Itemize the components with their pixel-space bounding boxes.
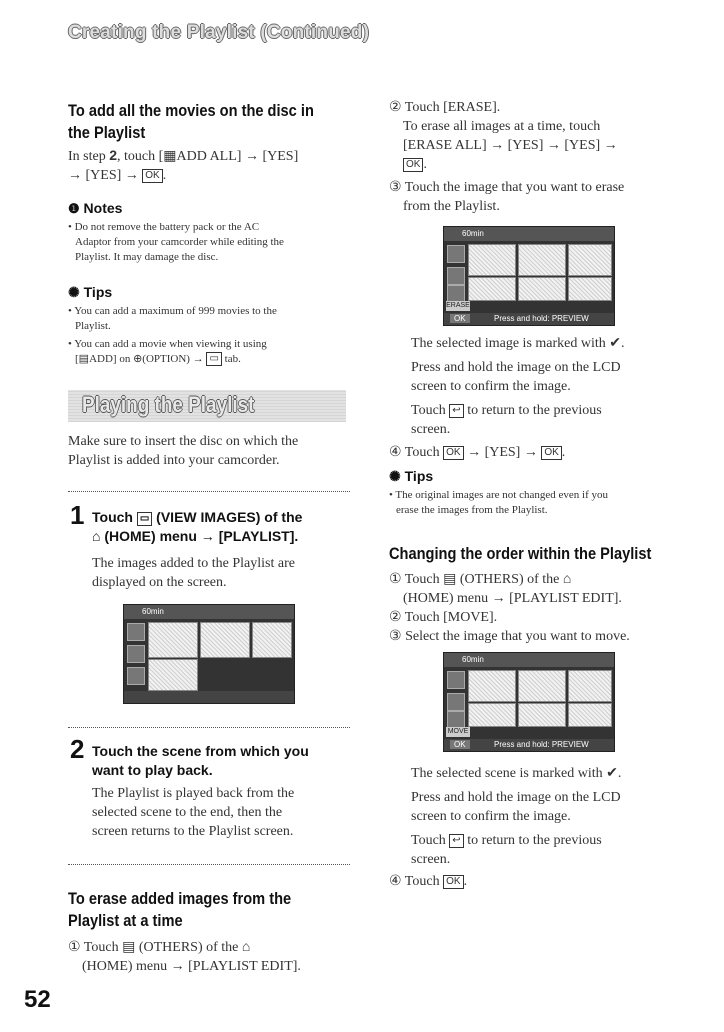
screen-bottombar — [444, 313, 614, 325]
change-order-heading: Changing the order within the Playlist — [389, 544, 652, 563]
thumbnail — [252, 622, 292, 658]
arrow-icon: → — [244, 149, 259, 164]
text: tab. — [221, 353, 241, 365]
time-label: 60min — [462, 655, 484, 664]
screen-preview-label: Press and hold: PREVIEW — [494, 740, 589, 749]
text: screen returns to the Playlist screen. — [92, 824, 294, 839]
tips-section — [68, 284, 277, 367]
tip-line: Playlist. — [75, 320, 111, 332]
ok-button-icon: OK — [403, 158, 423, 172]
text: screen to confirm the image. — [411, 809, 571, 824]
text: Touch [ERASE]. — [401, 100, 501, 115]
intro-text — [68, 432, 298, 470]
text: ADD ALL] — [176, 149, 245, 164]
text: The Playlist is played back from the — [92, 786, 295, 801]
screen-preview-label: Press and hold: PREVIEW — [494, 314, 589, 323]
thumbnail — [468, 277, 516, 301]
thumbnail — [468, 703, 516, 727]
tip-line: • You can add a movie when viewing it using — [68, 338, 267, 350]
text: screen. — [411, 422, 451, 437]
step-circle: ① — [68, 939, 81, 955]
thumbnail — [518, 277, 566, 301]
text: want to play back. — [92, 762, 213, 778]
erase-step2: ② Touch [ERASE]. To erase all images at a time, touch [ERASE ALL] → [YES] → [YES] → OK . — [389, 98, 689, 174]
text: [ — [75, 353, 79, 365]
move-label: MOVE — [447, 728, 469, 735]
text: to return to the previous — [463, 403, 602, 418]
ok-button-icon: OK — [541, 446, 561, 460]
text: Playlist is added into your camcorder. — [68, 453, 280, 468]
text: screen to confirm the image. — [411, 379, 571, 394]
step1-instruction: Touch ▭ (VIEW IMAGES) of the ⌂ (HOME) menu → [PLAYLIST]. — [92, 509, 303, 544]
step2-instruction — [92, 742, 362, 780]
text: Touch — [401, 445, 444, 460]
add-all-heading-2: the Playlist — [68, 123, 146, 142]
step-number: 1 — [70, 500, 85, 530]
home-icon: ⌂ — [562, 572, 572, 587]
erase-section — [68, 888, 327, 932]
thumbnail — [568, 244, 612, 276]
step-circle: ④ — [389, 873, 402, 889]
change-order-steps: ① Touch ▤ (OTHERS) of the ⌂ (HOME) menu → [PLAYLIST EDIT]. ② Touch [MOVE]. ③ Select the image that you want to move. — [389, 570, 689, 646]
erase-step4: ④ Touch OK → [YES] → OK . — [389, 444, 566, 460]
text: (HOME) menu → [PLAYLIST EDIT]. — [403, 591, 622, 606]
screen-ok-button: OK — [450, 740, 470, 749]
time-label: 60min — [462, 229, 484, 238]
screen-topbar — [124, 605, 294, 619]
tip-line: • You can add a maximum of 999 movies to the — [68, 305, 277, 317]
right-tips-section — [389, 468, 608, 518]
erase-label: ERASE — [446, 302, 470, 309]
return-icon: ↩ — [449, 834, 463, 848]
text: [YES] — [258, 149, 299, 164]
ok-button-icon: OK — [443, 875, 463, 889]
checkmark-icon: ✔ — [609, 336, 621, 351]
erase-heading-1: To erase added images from the — [68, 889, 292, 908]
text: Touch the scene from which you — [92, 743, 309, 759]
text: The selected scene is marked with — [411, 766, 607, 781]
step-circle: ① — [389, 571, 402, 587]
text: → [YES] → — [463, 445, 542, 460]
text: to return to the previous — [463, 833, 602, 848]
notes-heading: Notes — [83, 200, 123, 216]
arrow-icon: → — [68, 168, 82, 183]
text: (HOME) menu → [PLAYLIST]. — [104, 528, 299, 544]
step-circle: ③ — [389, 179, 402, 195]
thumbnail — [468, 670, 516, 702]
step-number: 2 — [70, 734, 85, 764]
text: The images added to the Playlist are — [92, 556, 295, 571]
note-line: • Do not remove the battery pack or the AC — [68, 221, 260, 233]
return-icon: ↩ — [449, 404, 463, 418]
side-button — [447, 693, 465, 711]
step1-description — [92, 554, 295, 592]
erase-heading-2: Playlist at a time — [68, 911, 183, 930]
arrow-icon: → — [124, 168, 139, 183]
thumbnail — [518, 703, 566, 727]
text: Make sure to insert the disc on which the — [68, 434, 299, 449]
step-circle: ② — [389, 99, 402, 115]
others-icon: ▤ — [443, 572, 457, 587]
text: Touch the image that you want to erase — [401, 180, 625, 195]
text: ADD] on — [89, 353, 134, 365]
divider — [68, 727, 350, 728]
add-all-icon: ▦ — [163, 149, 177, 164]
thumbnail — [468, 244, 516, 276]
tips-icon: ✺ — [389, 468, 401, 484]
time-label: 60min — [142, 607, 164, 616]
text: selected scene to the end, then the — [92, 805, 283, 820]
divider — [68, 491, 350, 492]
side-button — [447, 267, 465, 285]
ok-button-icon: OK — [142, 169, 162, 183]
checkmark-icon: ✔ — [606, 766, 618, 781]
text: (HOME) menu → [PLAYLIST EDIT]. — [82, 959, 301, 974]
side-button — [447, 671, 465, 689]
lcd-screen-playlist — [123, 604, 295, 704]
screen-bottombar — [444, 739, 614, 751]
lcd-screen-move — [443, 652, 615, 752]
option-icon: ⊕ — [133, 353, 143, 365]
tips-heading: Tips — [83, 284, 113, 300]
screen-topbar — [444, 227, 614, 241]
text: Press and hold the image on the LCD — [411, 360, 621, 375]
lcd-screen-erase — [443, 226, 615, 326]
add-all-text: In step 2, touch [▦ADD ALL] → [YES] → [YES] → OK . — [68, 147, 299, 183]
erase-after-text: The selected image is marked with ✔. Press and hold the image on the LCD screen to confirm the image. Touch ↩ to return to the previous screen. — [411, 334, 701, 439]
text: Touch — [401, 874, 444, 889]
divider — [68, 864, 350, 865]
page-header: Creating the Playlist (Continued) — [68, 22, 370, 43]
text: Touch — [411, 833, 450, 848]
side-button — [127, 667, 145, 685]
add-all-heading-1: To add all the movies on the disc in — [68, 101, 314, 120]
thumbnail — [518, 670, 566, 702]
ok-button-icon: OK — [443, 446, 463, 460]
text: [ERASE ALL] → [YES] → [YES] → — [403, 138, 618, 153]
tab-icon: ▭ — [206, 352, 221, 366]
screen-bottombar — [124, 691, 294, 703]
step-circle: ② — [389, 609, 402, 625]
text: In step — [68, 149, 110, 164]
thumbnail — [568, 277, 612, 301]
tips-icon: ✺ — [68, 284, 80, 300]
step-circle: ④ — [389, 444, 402, 460]
tip-line: erase the images from the Playlist. — [396, 504, 548, 516]
erase-step3 — [389, 178, 689, 216]
section-title: Playing the Playlist — [82, 392, 255, 417]
thumbnail — [148, 622, 198, 658]
screen-topbar — [444, 653, 614, 667]
step-ref: 2 — [109, 147, 118, 163]
screen-ok-button: OK — [450, 314, 470, 323]
tip-line: • The original images are not changed even if you — [389, 489, 608, 501]
arrow-icon: → — [192, 353, 204, 365]
home-icon: ⌂ — [241, 940, 251, 955]
thumbnail — [568, 703, 612, 727]
thumbnail — [200, 622, 250, 658]
text: Select the image that you want to move. — [401, 629, 630, 644]
side-button — [127, 623, 145, 641]
note-line: Adaptor from your camcorder while editing the — [75, 236, 284, 248]
step2-description — [92, 784, 294, 841]
text: [YES] — [82, 168, 125, 183]
text: displayed on the screen. — [92, 575, 227, 590]
side-button — [127, 645, 145, 663]
move-after-text: The selected scene is marked with ✔. Press and hold the image on the LCD screen to confirm the image. Touch ↩ to return to the previous screen. — [411, 764, 701, 869]
text: , touch [ — [117, 149, 164, 164]
notes-icon: ❶ — [68, 201, 80, 216]
add-icon: ▤ — [78, 353, 90, 365]
text: screen. — [411, 852, 451, 867]
thumbnail — [148, 659, 198, 691]
erase-step1: ① Touch ▤ (OTHERS) of the ⌂ (HOME) menu → [PLAYLIST EDIT]. — [68, 938, 368, 976]
view-images-icon: ▭ — [137, 512, 152, 526]
home-icon: ⌂ — [92, 528, 101, 544]
text: The selected image is marked with — [411, 336, 610, 351]
text: To erase all images at a time, touch — [403, 119, 601, 134]
others-icon: ▤ — [122, 940, 136, 955]
tips-heading: Tips — [404, 468, 434, 484]
thumbnail — [568, 670, 612, 702]
text: Touch [MOVE]. — [401, 610, 498, 625]
page-number: 52 — [24, 986, 51, 1013]
side-button — [447, 245, 465, 263]
move-step4: ④ Touch OK . — [389, 873, 468, 889]
text: Press and hold the image on the LCD — [411, 790, 621, 805]
note-line: Playlist. It may damage the disc. — [75, 251, 219, 263]
add-all-section — [68, 100, 368, 144]
text: Touch — [411, 403, 450, 418]
text: (OPTION) — [142, 353, 190, 365]
notes-section — [68, 200, 284, 265]
step-circle: ③ — [389, 628, 402, 644]
thumbnail — [518, 244, 566, 276]
text: from the Playlist. — [403, 199, 500, 214]
